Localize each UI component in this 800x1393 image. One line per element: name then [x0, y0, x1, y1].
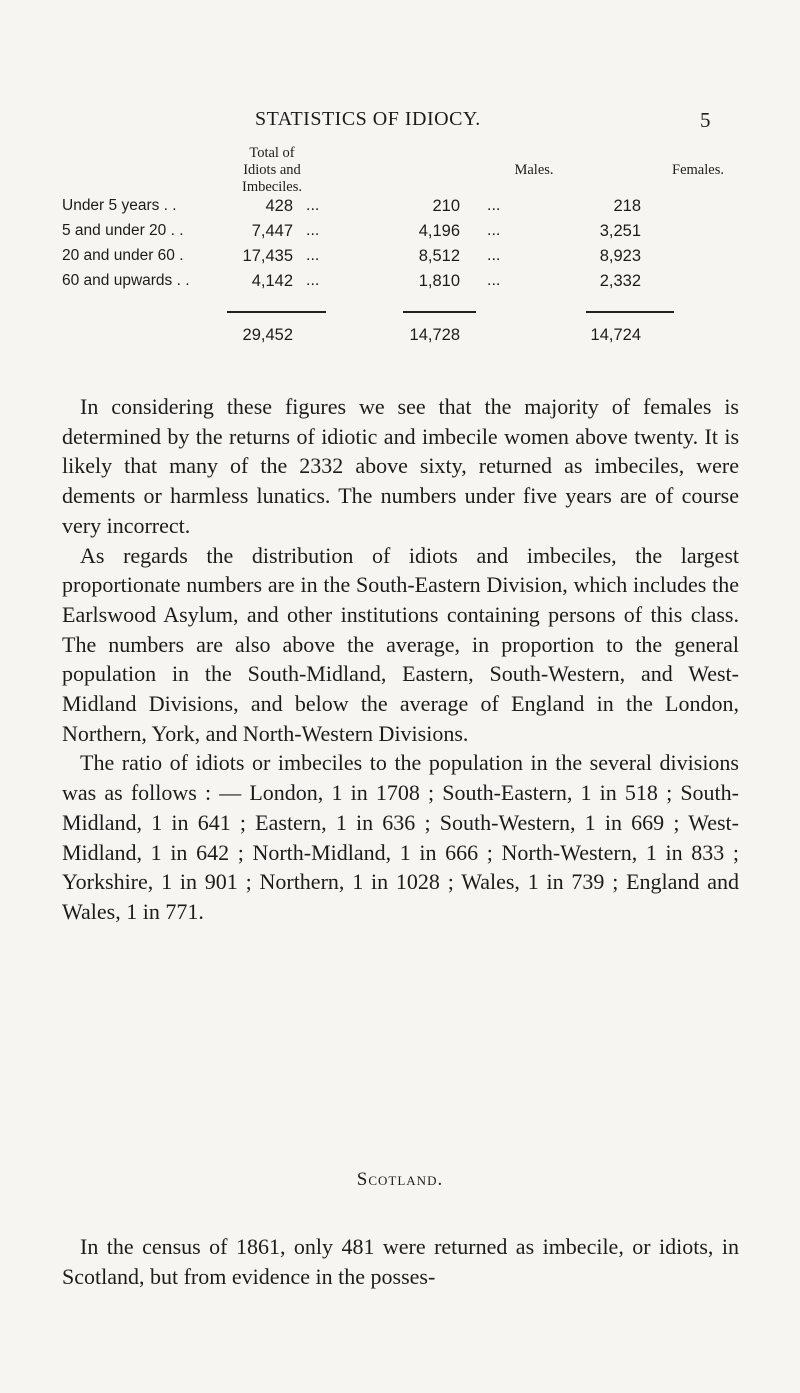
- total-all: 29,452: [242, 326, 293, 344]
- cell-females: 3,251: [599, 222, 641, 240]
- sum-rule: [227, 311, 326, 313]
- cell-males: 4,196: [418, 222, 460, 240]
- column-header-females: Females.: [672, 162, 724, 178]
- total-males: 14,728: [409, 326, 460, 344]
- cell-females: 2,332: [599, 272, 641, 290]
- statistics-table: [0, 145, 800, 355]
- totals-row: [0, 326, 800, 350]
- paragraph: In the census of 1861, only 481 were returned as imbecile, or idiots, in Scotland, but from evidence in the posses-: [62, 1234, 739, 1289]
- leader-dots: ...: [306, 272, 320, 289]
- running-title: STATISTICS OF IDIOCY.: [255, 108, 481, 130]
- table-row: [0, 247, 800, 271]
- cell-total: 7,447: [251, 222, 293, 240]
- page-header: [0, 108, 800, 138]
- row-label: 20 and under 60 .: [62, 247, 184, 264]
- column-header-males: Males.: [514, 162, 554, 178]
- row-label: 5 and under 20 . .: [62, 222, 184, 239]
- leader-dots: ...: [487, 247, 501, 264]
- cell-total: 4,142: [251, 272, 293, 290]
- table-row: [0, 197, 800, 221]
- sum-rule: [403, 311, 476, 313]
- row-label: Under 5 years . .: [62, 197, 177, 214]
- table-row: [0, 222, 800, 246]
- column-header-total-line2: Idiots and: [243, 162, 301, 178]
- cell-total: 428: [265, 197, 293, 215]
- leader-dots: ...: [487, 222, 501, 239]
- cell-males: 210: [432, 197, 460, 215]
- section-heading: Scotland.: [356, 1169, 444, 1190]
- sum-rule: [586, 311, 674, 313]
- leader-dots: ...: [487, 272, 501, 289]
- table-row: [0, 272, 800, 296]
- column-header-total-line1: Total of: [249, 145, 295, 161]
- paragraph: As regards the distribution of idiots and imbeciles, the largest proportionate numbers are in the South-Eastern Division, which includes the Earlswood Asylum, and other institutions containing persons of this class. The numbers are also above the average, in proportion to the general population in the South-Midland, Eastern, South-Western, and West-Midland Divisions, and below the average of England in the London, Northern, York, and North-Western Divisions.: [62, 542, 739, 746]
- column-header-total-line3: Imbeciles.: [242, 179, 302, 195]
- paragraph: In considering these figures we see that the majority of females is determined by the returns of idiotic and imbecile women above twenty. It is likely that many of the 2332 above sixty, returned as imbeciles, were dements or harmless lunatics. The numbers under five years are of course very incorrect.: [62, 394, 739, 538]
- cell-total: 17,435: [242, 247, 293, 265]
- total-females: 14,724: [590, 326, 641, 344]
- cell-males: 1,810: [418, 272, 460, 290]
- column-header-total: [222, 145, 322, 196]
- row-label: 60 and upwards . .: [62, 272, 190, 289]
- leader-dots: ...: [487, 197, 501, 214]
- cell-males: 8,512: [418, 247, 460, 265]
- paragraph: The ratio of idiots or imbeciles to the population in the several divisions was as follows : — London, 1 in 1708 ; South-Eastern, 1 in 518 ; South-Midland, 1 in 641 ; Eastern, 1 in 636 ; South-Western, 1 in 669 ; West-Midland, 1 in 642 ; North-Midland, 1 in 666 ; North-Western, 1 in 833 ; Yorkshire, 1 in 901 ; Northern, 1 in 1028 ; Wales, 1 in 739 ; England and Wales, 1 in 771.: [62, 750, 739, 924]
- leader-dots: ...: [306, 197, 320, 214]
- section-body: [62, 1232, 739, 1291]
- body-text: [62, 392, 739, 927]
- leader-dots: ...: [306, 222, 320, 239]
- cell-females: 218: [613, 197, 641, 215]
- leader-dots: ...: [306, 247, 320, 264]
- cell-females: 8,923: [599, 247, 641, 265]
- page-number: 5: [700, 108, 711, 132]
